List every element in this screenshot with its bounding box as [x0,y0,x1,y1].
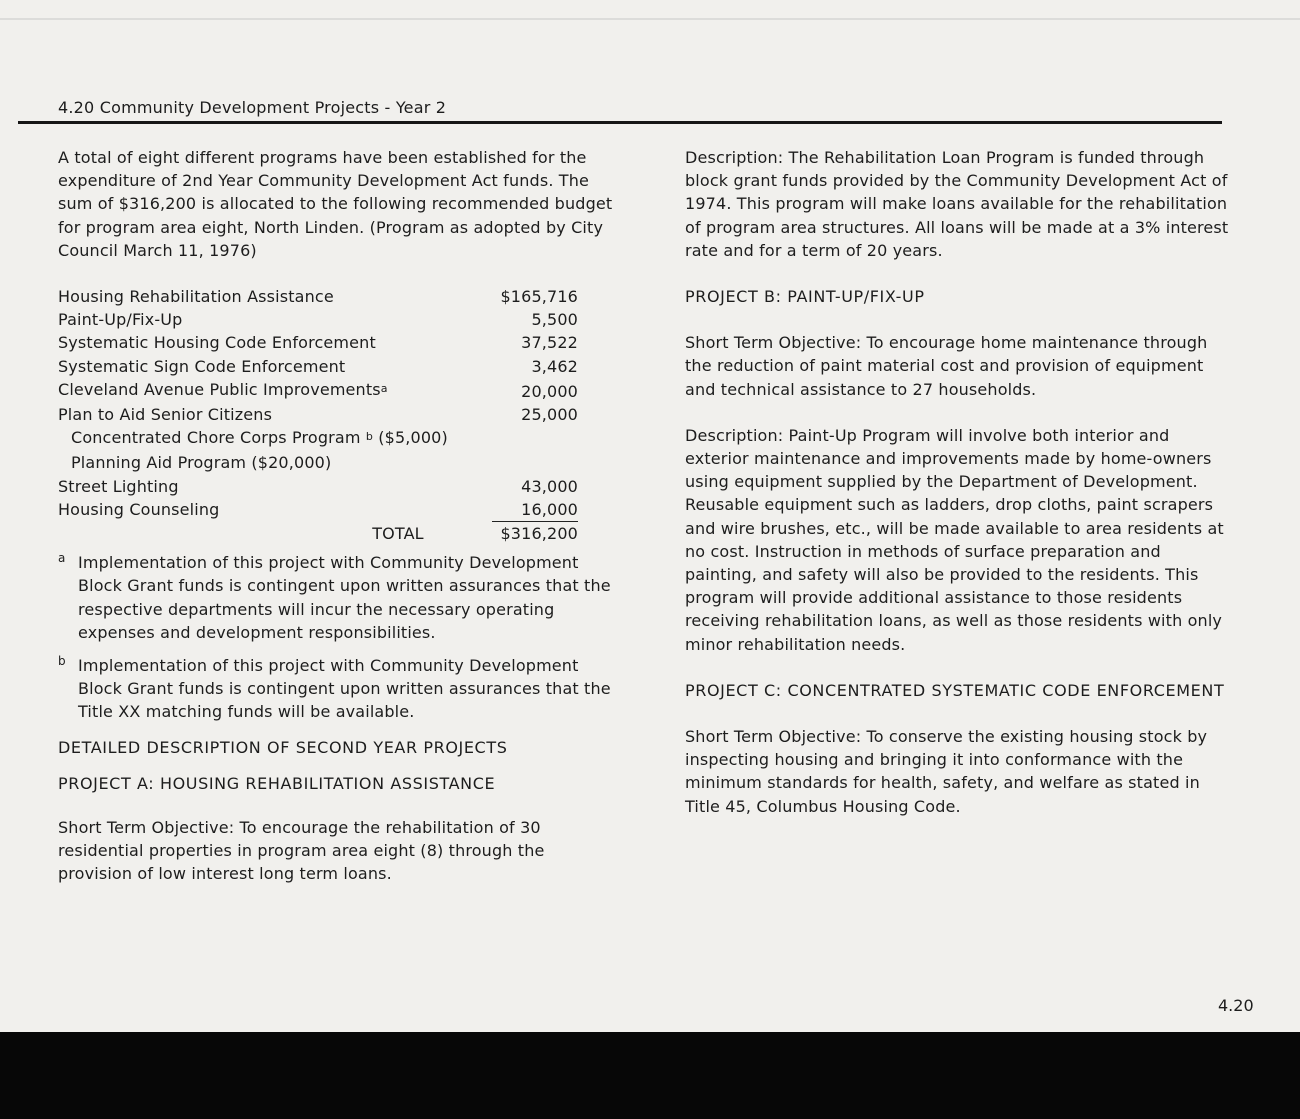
budget-item-amount: 43,000 [521,476,578,496]
table-row [58,403,578,426]
table-row [58,308,578,331]
budget-item-amount: 5,500 [531,310,578,330]
intro-paragraph: A total of eight different programs have been established for the expenditure of 2nd Year Community Development Act funds. The sum of $316,200 is allocated to the following recommended budget for program area eight, North Linden. (Program as adopted by City Council March 11, 1976) [58,148,613,260]
budget-item-name: Paint-Up/Fix-Up [58,310,183,330]
budget-item-amount: 3,462 [531,356,578,376]
project-c-heading: PROJECT C: CONCENTRATED SYSTEMATIC CODE ENFORCEMENT [685,680,1225,700]
budget-item-amount: 25,000 [521,405,578,425]
table-row [58,426,578,451]
total-row [58,522,578,546]
footnote-text: Implementation of this project with Community Development Block Grant funds is contingent upon written assurances that the Title XX matching funds will be available. [78,656,611,722]
total-amount: $316,200 [492,522,578,546]
budget-subitem-cell [58,426,492,451]
table-row [58,285,578,308]
budget-item-cell [58,378,492,403]
left-column [58,146,618,886]
table-row [58,475,578,498]
budget-item-amount: 20,000 [521,381,578,401]
page-number: 4.20 [1218,996,1254,1015]
scan-bottom-border [0,1032,1300,1119]
budget-subitem-name: Concentrated Chore Corps Program [71,428,361,448]
project-b-objective: Short Term Objective: To encourage home maintenance through the reduction of paint material cost and provision of equipment and technical assistance to 27 households. [685,333,1208,399]
budget-item-amount: 37,522 [521,333,578,353]
footnote-marker: b [365,430,373,444]
footnote-a [58,551,618,644]
budget-item-name: Street Lighting [58,476,179,496]
right-column [685,146,1230,818]
budget-table [58,285,578,545]
table-row [58,378,578,403]
project-b-heading: PROJECT B: PAINT-UP/FIX-UP [685,287,925,307]
project-a-heading: PROJECT A: HOUSING REHABILITATION ASSISTANCE [58,773,496,793]
footnote-marker: b [58,654,66,669]
budget-item-name: Systematic Sign Code Enforcement [58,356,346,376]
scan-edge-line [0,18,1300,20]
budget-subitem-amount: ($5,000) [378,428,448,448]
project-b-description: Description: Paint-Up Program will involve both interior and exterior maintenance and improvements made by home-owners using equipment supplied by the Department of Development. Reusable equipment such as ladders, drop cloths, paint scrapers and wire brushes, etc., will be made available to area residents at no cost. Instruction in methods of surface preparation and painting, and safety will also be provided to the residents. This program will provide additional assistance to those residents receiving rehabilitation loans, as well as those residents with only minor rehabilitation needs. [685,425,1224,654]
table-row [58,331,578,354]
budget-item-name: Housing Rehabilitation Assistance [58,287,334,307]
budget-item-amount: 16,000 [521,499,578,519]
table-row [58,355,578,378]
page-header: 4.20 Community Development Projects - Year 2 [58,98,447,117]
footnote-marker: a [380,381,388,395]
project-a-objective: Short Term Objective: To encourage the rehabilitation of 30 residential properties in program area eight (8) through the provision of low interest long term loans. [58,818,545,884]
budget-item-name: Housing Counseling [58,500,220,520]
table-row [58,451,578,474]
budget-item-name: Cleveland Avenue Public Improvements [58,379,381,399]
footnote-b [58,654,618,724]
footnote-text: Implementation of this project with Community Development Block Grant funds is contingent upon written assurances that the respective departments will incur the necessary operating expenses and development responsibilities. [78,553,611,642]
total-label: TOTAL [372,524,424,544]
project-a-description: Description: The Rehabilitation Loan Program is funded through block grant funds provided by the Community Development Act of 1974. This program will make loans available for the rehabilitation of program area structures. All loans will be made at a 3% interest rate and for a term of 20 years. [685,148,1229,260]
table-row [58,498,578,522]
budget-item-name: Systematic Housing Code Enforcement [58,333,376,353]
footnote-marker: a [58,551,66,566]
budget-subitem-name: Planning Aid Program ($20,000) [71,453,332,473]
header-rule [18,121,1222,124]
section-heading: DETAILED DESCRIPTION OF SECOND YEAR PROJECTS [58,737,508,757]
project-c-objective: Short Term Objective: To conserve the existing housing stock by inspecting housing and bringing it into conformance with the minimum standards for health, safety, and welfare as stated in Title 45, Columbus Housing Code. [685,727,1208,816]
budget-item-amount: $165,716 [500,287,578,307]
budget-item-name: Plan to Aid Senior Citizens [58,405,273,425]
